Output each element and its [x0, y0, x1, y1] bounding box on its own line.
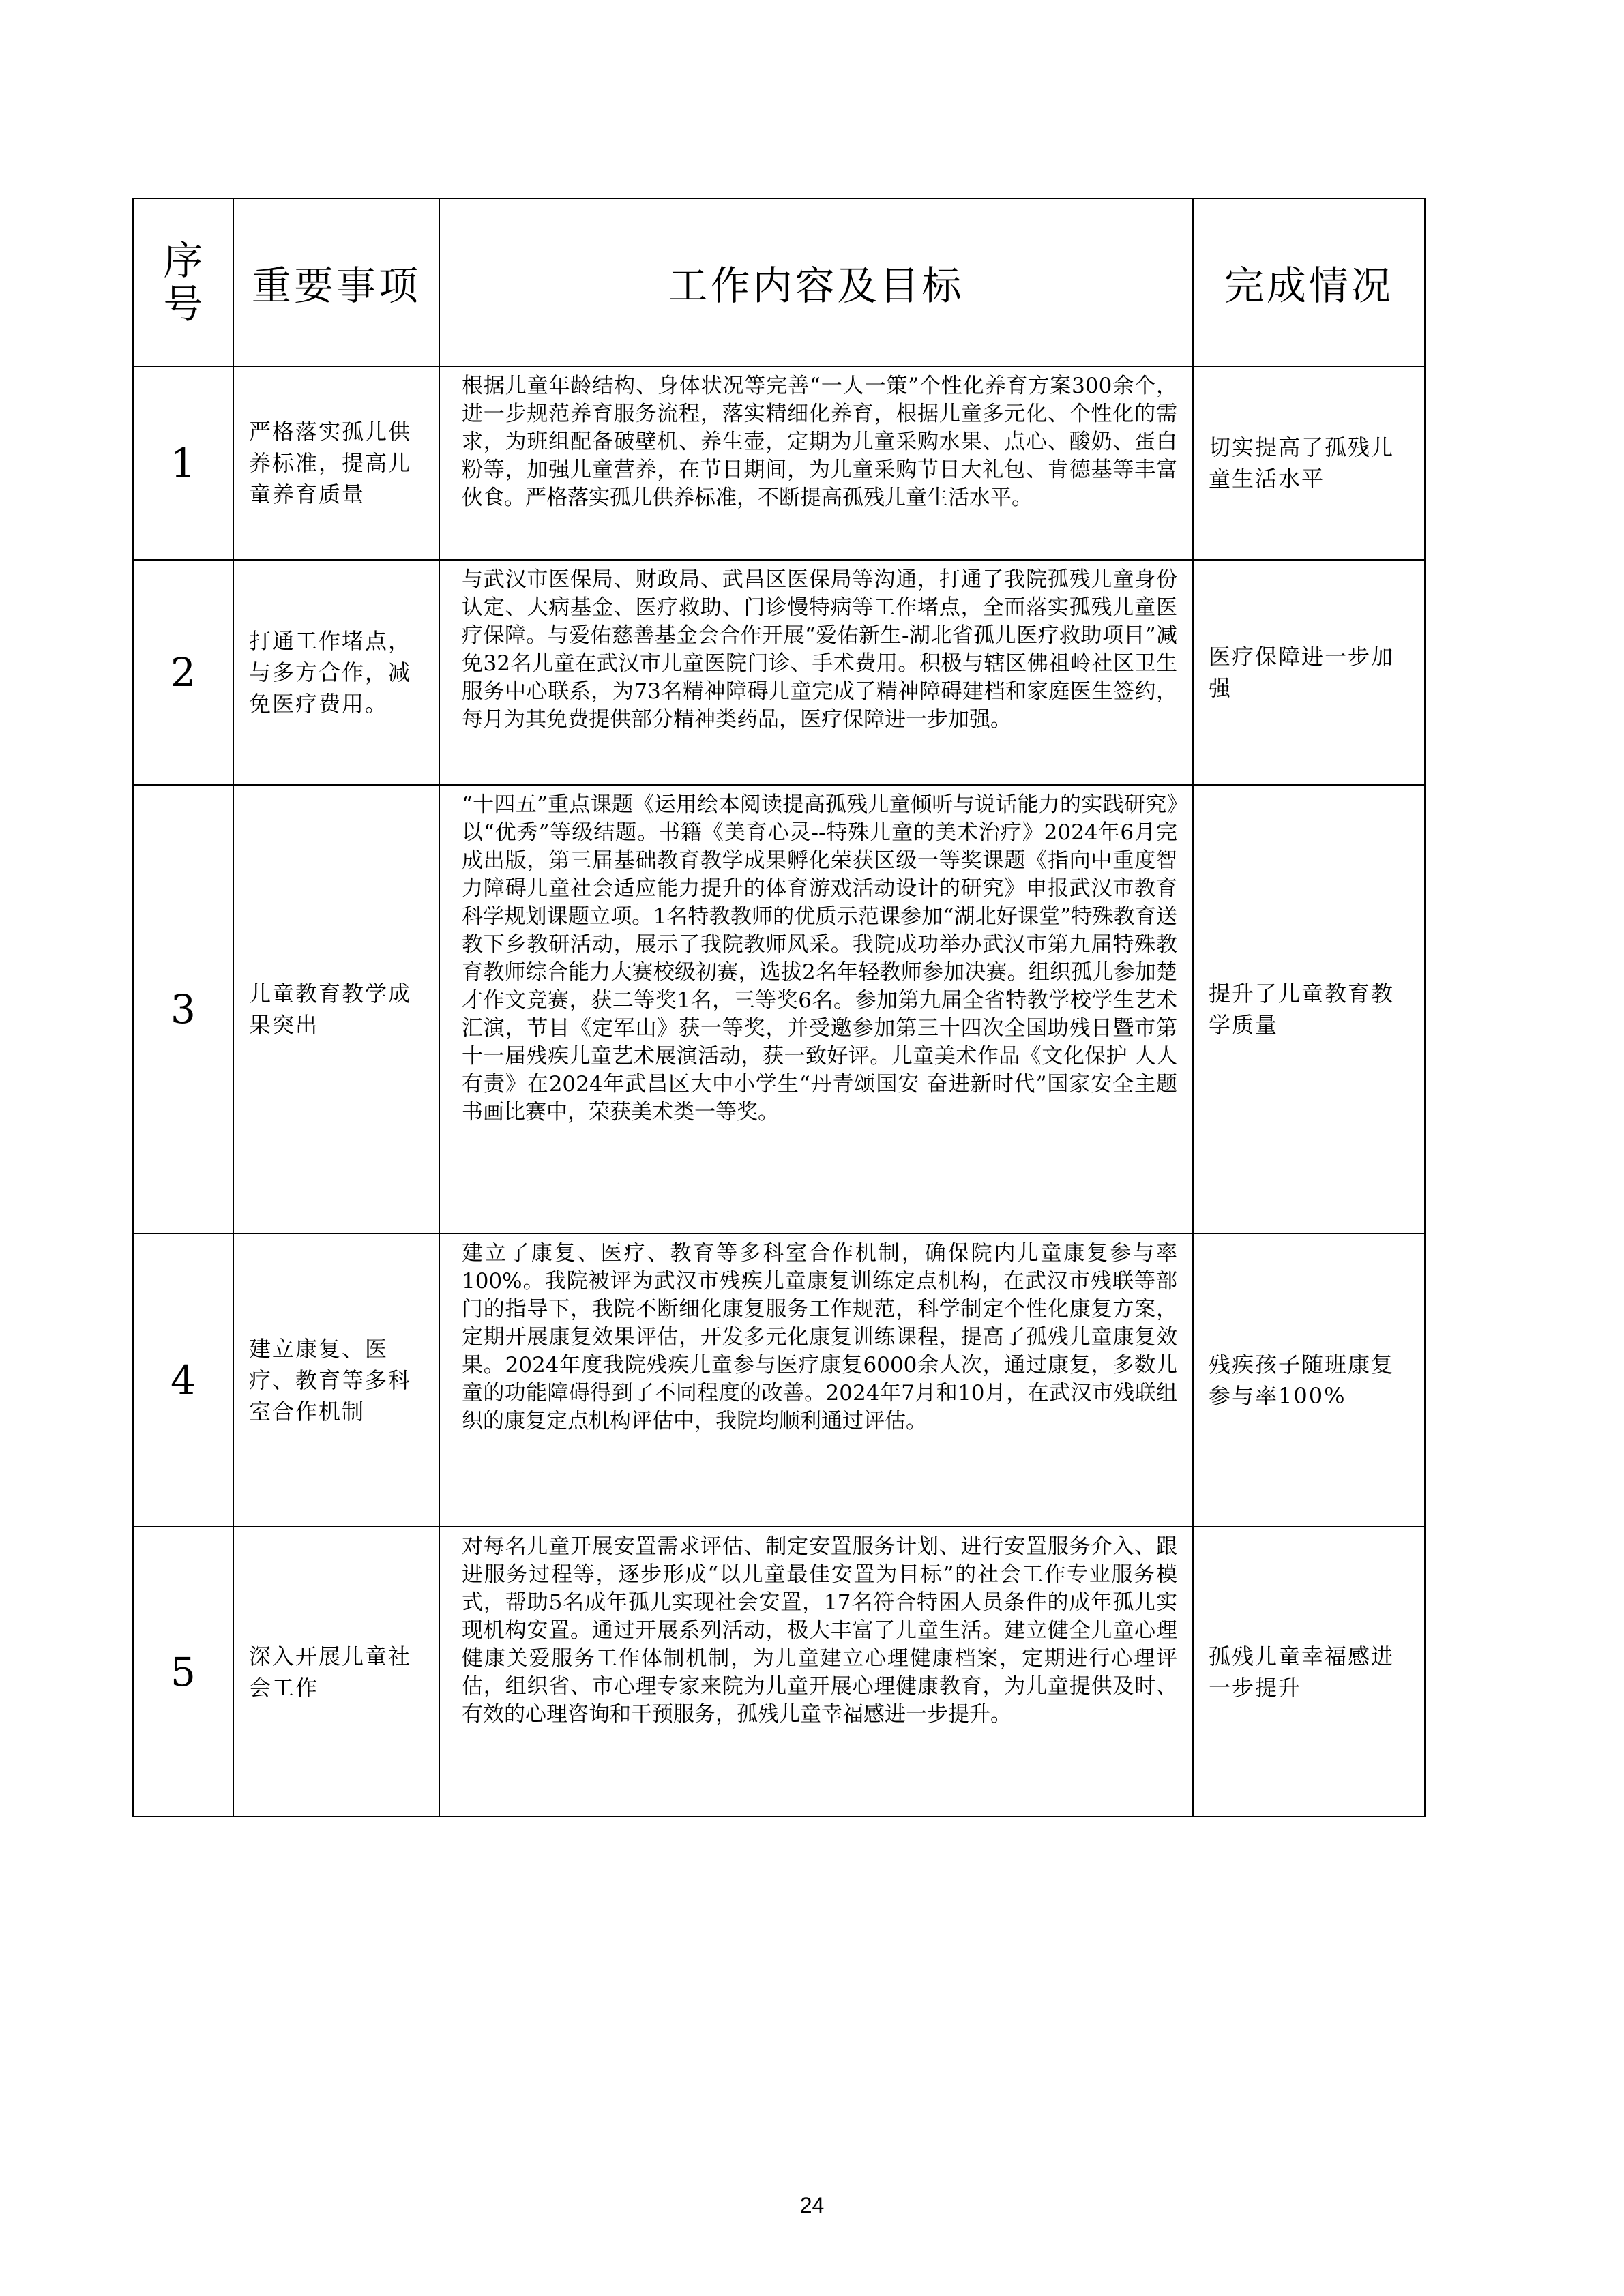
row-item: 深入开展儿童社会工作 — [233, 1527, 439, 1817]
row-seq: 2 — [133, 560, 233, 785]
table-row — [133, 560, 1425, 785]
row-item: 儿童教育教学成果突出 — [233, 785, 439, 1234]
row-seq: 3 — [133, 785, 233, 1234]
page-number: 24 — [799, 2193, 825, 2218]
row-status: 医疗保障进一步加强 — [1193, 560, 1425, 785]
row-item: 建立康复、医疗、教育等多科室合作机制 — [233, 1234, 439, 1527]
row-status: 提升了儿童教育教学质量 — [1193, 785, 1425, 1234]
row-status: 切实提高了孤残儿童生活水平 — [1193, 366, 1425, 560]
table-row — [133, 366, 1425, 560]
row-content: 与武汉市医保局、财政局、武昌区医保局等沟通，打通了我院孤残儿童身份认定、大病基金、医疗救助、门诊慢特病等工作堵点，全面落实孤残儿童医疗保障。与爱佑慈善基金会合作开展“爱佑新生-湖北省孤儿医疗救助项目”减免32名儿童在武汉市儿童医院门诊、手术费用。积极与辖区佛祖岭社区卫生服务中心联系，为73名精神障碍儿童完成了精神障碍建档和家庭医生签约，每月为其免费提供部分精神类药品，医疗保障进一步加强。 — [439, 560, 1193, 785]
header-seq — [133, 198, 233, 366]
table-row — [133, 1234, 1425, 1527]
row-status: 孤残儿童幸福感进一步提升 — [1193, 1527, 1425, 1817]
row-seq: 5 — [133, 1527, 233, 1817]
table-row — [133, 1527, 1425, 1817]
row-content: 根据儿童年龄结构、身体状况等完善“一人一策”个性化养育方案300余个，进一步规范养育服务流程，落实精细化养育，根据儿童多元化、个性化的需求，为班组配备破壁机、养生壶，定期为儿童采购水果、点心、酸奶、蛋白粉等，加强儿童营养，在节日期间，为儿童采购节日大礼包、肯德基等丰富伙食。严格落实孤儿供养标准，不断提高孤残儿童生活水平。 — [439, 366, 1193, 560]
row-content: 对每名儿童开展安置需求评估、制定安置服务计划、进行安置服务介入、跟进服务过程等，逐步形成“以儿童最佳安置为目标”的社会工作专业服务模式，帮助5名成年孤儿实现社会安置，17名符合特困人员条件的成年孤儿实现机构安置。通过开展系列活动，极大丰富了儿童生活。建立健全儿童心理健康关爱服务工作体制机制，为儿童建立心理健康档案，定期进行心理评估，组织省、市心理专家来院为儿童开展心理健康教育，为儿童提供及时、有效的心理咨询和干预服务，孤残儿童幸福感进一步提升。 — [439, 1527, 1193, 1817]
row-status: 残疾孩子随班康复参与率100% — [1193, 1234, 1425, 1527]
header-seq-line1: 序 — [163, 237, 203, 284]
header-content: 工作内容及目标 — [439, 198, 1193, 366]
header-seq-line2: 号 — [163, 281, 203, 327]
table-header-row — [133, 198, 1425, 366]
row-item: 严格落实孤儿供养标准，提高儿童养育质量 — [233, 366, 439, 560]
row-seq: 1 — [133, 366, 233, 560]
header-item: 重要事项 — [233, 198, 439, 366]
row-item: 打通工作堵点，与多方合作，减免医疗费用。 — [233, 560, 439, 785]
work-summary-table — [132, 198, 1426, 1817]
table-row — [133, 785, 1425, 1234]
row-seq: 4 — [133, 1234, 233, 1527]
header-status: 完成情况 — [1193, 198, 1425, 366]
row-content: 建立了康复、医疗、教育等多科室合作机制，确保院内儿童康复参与率100%。我院被评为武汉市残疾儿童康复训练定点机构，在武汉市残联等部门的指导下，我院不断细化康复服务工作规范，科学制定个性化康复方案，定期开展康复效果评估，开发多元化康复训练课程，提高了孤残儿童康复效果。2024年度我院残疾儿童参与医疗康复6000余人次，通过康复，多数儿童的功能障碍得到了不同程度的改善。2024年7月和10月，在武汉市残联组织的康复定点机构评估中，我院均顺利通过评估。 — [439, 1234, 1193, 1527]
row-content: “十四五”重点课题《运用绘本阅读提高孤残儿童倾听与说话能力的实践研究》以“优秀”等级结题。书籍《美育心灵--特殊儿童的美术治疗》2024年6月完成出版，第三届基础教育教学成果孵化荣获区级一等奖课题《指向中重度智力障碍儿童社会适应能力提升的体育游戏活动设计的研究》申报武汉市教育科学规划课题立项。1名特教教师的优质示范课参加“湖北好课堂”特殊教育送教下乡教研活动，展示了我院教师风采。我院成功举办武汉市第九届特殊教育教师综合能力大赛校级初赛，选拔2名年轻教师参加决赛。组织孤儿参加楚才作文竞赛，获二等奖1名，三等奖6名。参加第九届全省特教学校学生艺术汇演，节目《定军山》获一等奖，并受邀参加第三十四次全国助残日暨市第十一届残疾儿童艺术展演活动，获一致好评。儿童美术作品《文化保护 人人有责》在2024年武昌区大中小学生“丹青颂国安 奋进新时代”国家安全主题书画比赛中，荣获美术类一等奖。 — [439, 785, 1193, 1234]
